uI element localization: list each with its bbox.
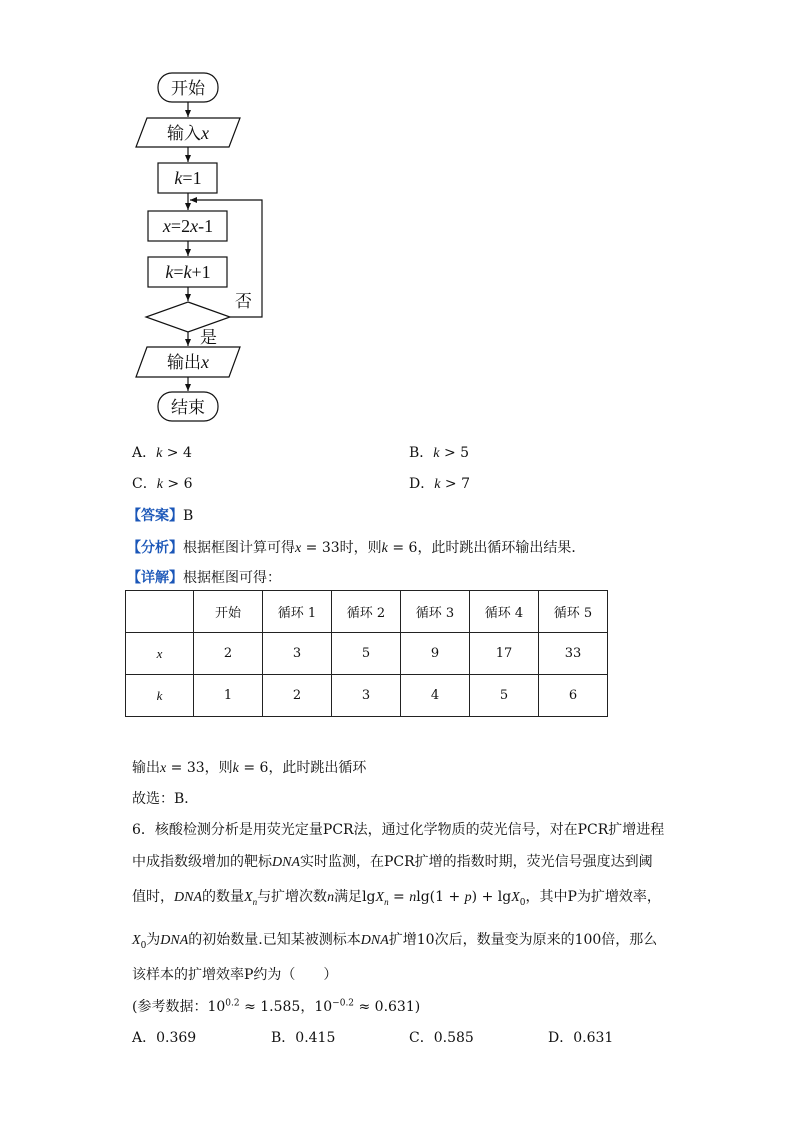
table-cell: 3	[263, 633, 332, 675]
q6-line-3: 值时，DNA的数量$X_n$与扩增次数n满足lgX$_n$ = nlg(1 + p) + lgX$_0$，其中P为扩增效率，	[132, 889, 661, 908]
flowchart	[0, 0, 794, 440]
table-cell: 循环 4	[470, 591, 539, 633]
option-a: A．k > 4	[132, 445, 192, 461]
loop-table	[125, 590, 608, 717]
option-d: D．k > 7	[409, 476, 470, 492]
table-cell: 4	[401, 675, 470, 717]
output-label: 输出x	[167, 352, 209, 373]
step2-label: k=k+1	[165, 262, 211, 282]
q6-option-a: A．0.369	[132, 1030, 197, 1046]
table-cell: 9	[401, 633, 470, 675]
analysis-line: 【分析】根据框图计算可得x = 33时，则k = 6，此时跳出循环输出结果．	[127, 540, 586, 556]
table-cell: 循环 3	[401, 591, 470, 633]
detail-line: 【详解】根据框图可得：	[127, 570, 281, 586]
option-c: C．k > 6	[132, 476, 193, 492]
table-cell: 1	[194, 675, 263, 717]
answer-line: 【答案】B	[127, 508, 194, 524]
init-label: k=1	[174, 168, 202, 188]
end-label: 结束	[171, 398, 205, 418]
table-cell: 循环 2	[332, 591, 401, 633]
q6-line-2: 中成指数级增加的靶标DNA实时监测，在PCR扩增的指数时期，荧光信号强度达到阈	[132, 854, 653, 870]
table-cell: 5	[332, 633, 401, 675]
q6-reference-data: (参考数据：$10^{0.2} \approx 1.585$，$10^{-0.2} \approx 0.631$)	[132, 998, 421, 1015]
q6-line-5: 该样本的扩增效率P约为（ ）	[132, 967, 338, 983]
step1-label: x=2x-1	[162, 216, 214, 236]
option-b: B．k > 5	[409, 445, 470, 461]
table-cell: 2	[263, 675, 332, 717]
yes-label: 是	[200, 328, 217, 348]
conclusion-line: 输出x = 33，则k = 6，此时跳出循环	[132, 760, 367, 776]
table-cell: 循环 1	[263, 591, 332, 633]
q6-option-c: C．0.585	[409, 1030, 474, 1046]
table-cell: 5	[470, 675, 539, 717]
table-cell: k	[126, 675, 194, 717]
start-label: 开始	[171, 79, 205, 99]
input-label: 输入x	[167, 123, 209, 144]
table-cell: 33	[539, 633, 608, 675]
no-label: 否	[235, 292, 252, 312]
q6-option-d: D．0.631	[548, 1030, 614, 1046]
table-cell: 17	[470, 633, 539, 675]
table-row	[126, 675, 608, 717]
q6-line-4: $X_0$为DNA的初始数量.已知某被测标本DNA扩增10次后，数量变为原来的100倍，那么	[132, 932, 658, 951]
table-cell: 2	[194, 633, 263, 675]
q6-line-1: 6．核酸检测分析是用荧光定量PCR法，通过化学物质的荧光信号，对在PCR扩增进程	[132, 822, 665, 838]
table-cell: 3	[332, 675, 401, 717]
table-cell: 6	[539, 675, 608, 717]
table-cell	[126, 591, 194, 633]
table-row	[126, 633, 608, 675]
table-cell: 循环 5	[539, 591, 608, 633]
choice-line: 故选：B．	[132, 791, 199, 807]
decision-diamond	[146, 302, 230, 332]
table-header-row	[126, 591, 608, 633]
q6-option-b: B．0.415	[271, 1030, 336, 1046]
table-cell: 开始	[194, 591, 263, 633]
table-cell: x	[126, 633, 194, 675]
